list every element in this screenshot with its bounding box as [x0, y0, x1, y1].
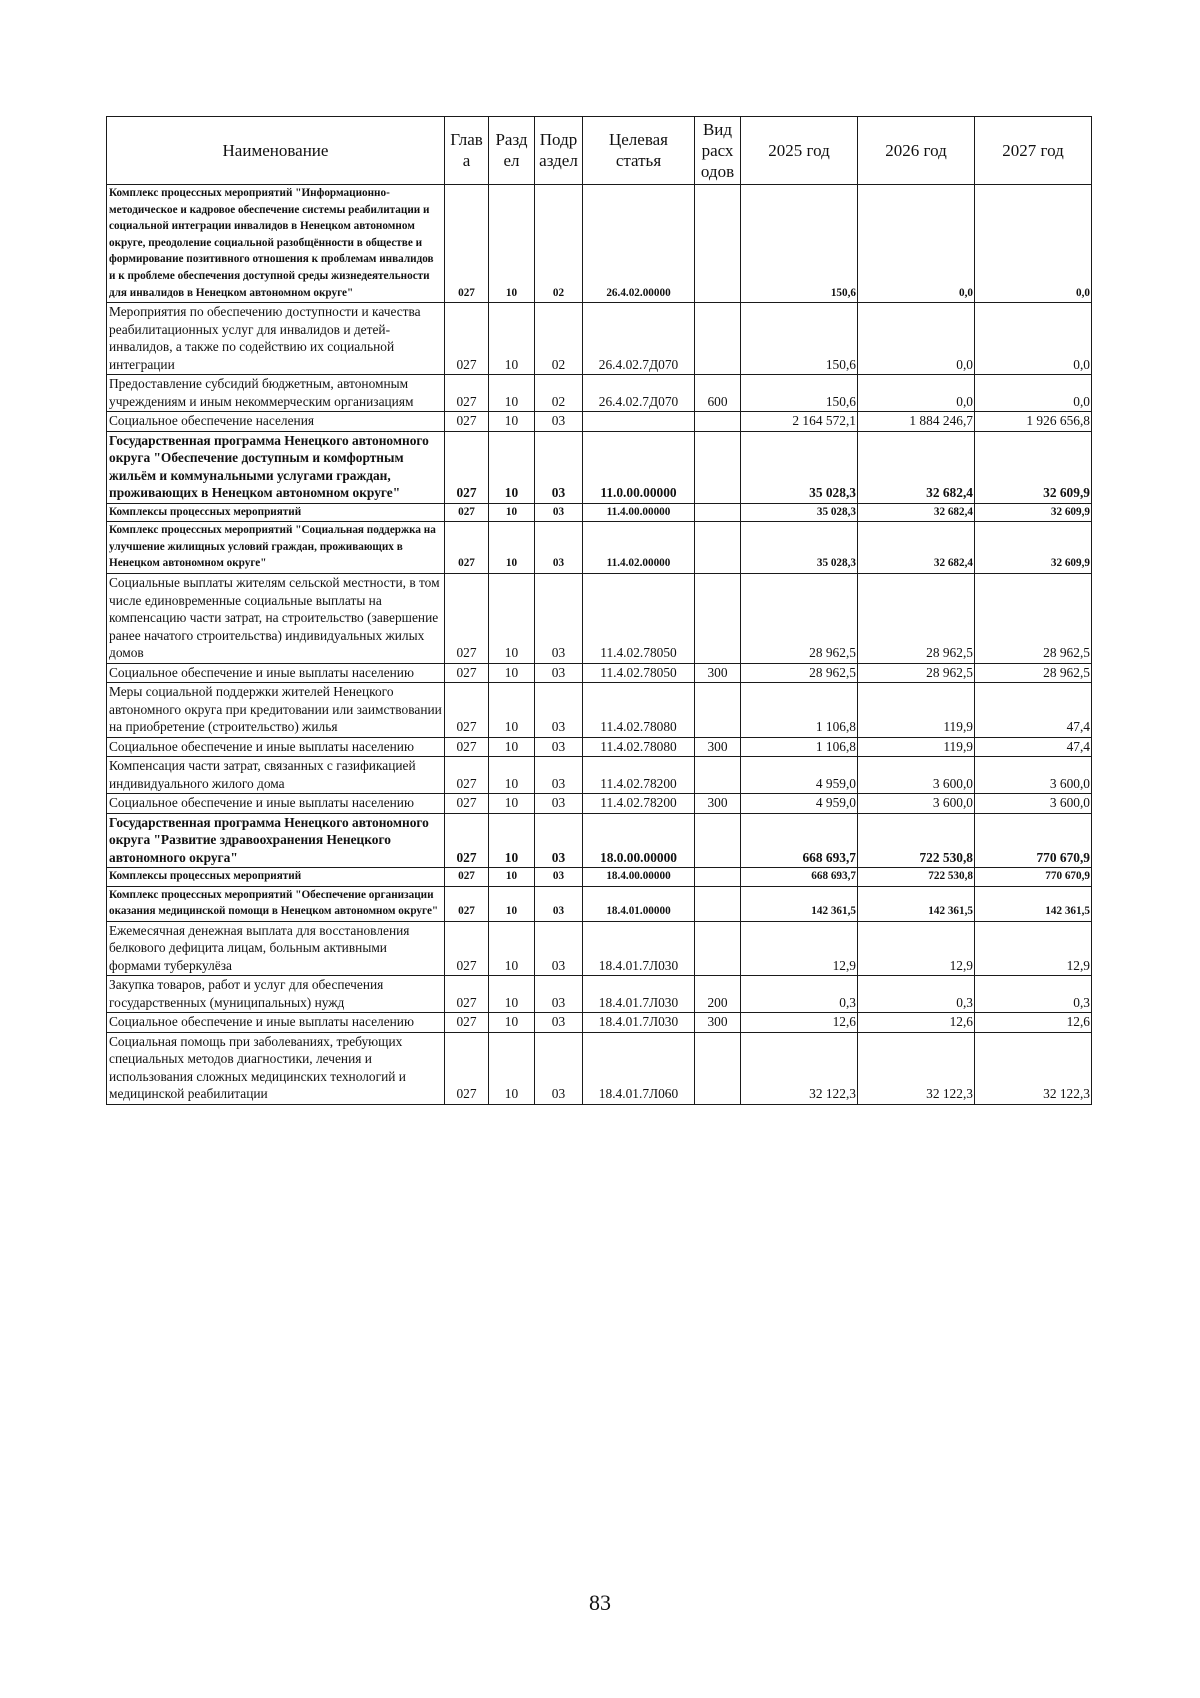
table-row	[107, 503, 1092, 522]
cell-name: Социальное обеспечение и иные выплаты населению	[107, 737, 445, 757]
cell-vid	[695, 1032, 741, 1104]
header-glava: Глав а	[445, 117, 489, 185]
cell-2027: 32 609,9	[975, 431, 1092, 503]
cell-name: Закупка товаров, работ и услуг для обеспечения государственных (муниципальных) нужд	[107, 976, 445, 1013]
cell-2027: 47,4	[975, 737, 1092, 757]
cell-2025: 4 959,0	[741, 757, 858, 794]
cell-name: Комплекс процессных мероприятий "Социальная поддержка на улучшение жилищных условий граждан, проживающих в Ненецком автономном округе"	[107, 522, 445, 574]
cell-razdel: 10	[489, 522, 535, 574]
cell-name: Социальная помощь при заболеваниях, требующих специальных методов диагностики, лечения и использования сложных медицинских технологий и медицинской реабилитации	[107, 1032, 445, 1104]
cell-podrazdel: 02	[535, 185, 583, 303]
cell-razdel: 10	[489, 757, 535, 794]
cell-statya: 26.4.02.00000	[583, 185, 695, 303]
cell-2027: 47,4	[975, 683, 1092, 738]
cell-statya: 11.4.02.78050	[583, 574, 695, 664]
cell-2027: 28 962,5	[975, 663, 1092, 683]
cell-glava: 027	[445, 663, 489, 683]
cell-2027: 28 962,5	[975, 574, 1092, 664]
cell-glava: 027	[445, 431, 489, 503]
cell-glava: 027	[445, 303, 489, 375]
table-row	[107, 522, 1092, 574]
header-statya: Целевая статья	[583, 117, 695, 185]
table-row	[107, 375, 1092, 412]
cell-vid	[695, 813, 741, 868]
cell-razdel: 10	[489, 185, 535, 303]
cell-glava: 027	[445, 375, 489, 412]
cell-vid: 300	[695, 737, 741, 757]
cell-statya: 11.4.02.78080	[583, 683, 695, 738]
cell-razdel: 10	[489, 794, 535, 814]
cell-podrazdel: 03	[535, 431, 583, 503]
cell-2025: 1 106,8	[741, 737, 858, 757]
cell-glava: 027	[445, 185, 489, 303]
page-number: 83	[589, 1590, 611, 1615]
cell-2026: 12,9	[858, 921, 975, 976]
cell-razdel: 10	[489, 683, 535, 738]
cell-name: Социальное обеспечение и иные выплаты населению	[107, 1013, 445, 1033]
cell-2025: 142 361,5	[741, 886, 858, 921]
cell-glava: 027	[445, 412, 489, 432]
cell-2025: 12,9	[741, 921, 858, 976]
cell-vid	[695, 683, 741, 738]
cell-2027: 1 926 656,8	[975, 412, 1092, 432]
cell-2025: 150,6	[741, 185, 858, 303]
cell-2027: 12,6	[975, 1013, 1092, 1033]
cell-podrazdel: 03	[535, 886, 583, 921]
cell-2026: 0,0	[858, 375, 975, 412]
cell-podrazdel: 03	[535, 921, 583, 976]
cell-podrazdel: 03	[535, 737, 583, 757]
cell-glava: 027	[445, 794, 489, 814]
cell-statya: 18.4.01.7Л060	[583, 1032, 695, 1104]
cell-2026: 32 122,3	[858, 1032, 975, 1104]
cell-vid	[695, 757, 741, 794]
cell-name: Мероприятия по обеспечению доступности и качества реабилитационных услуг для инвалидов и детей-инвалидов, а также по содействию их социальной интеграции	[107, 303, 445, 375]
cell-name: Компенсация части затрат, связанных с газификацией индивидуального жилого дома	[107, 757, 445, 794]
cell-statya: 11.4.02.78200	[583, 757, 695, 794]
cell-podrazdel: 03	[535, 813, 583, 868]
cell-glava: 027	[445, 1013, 489, 1033]
cell-statya: 11.0.00.00000	[583, 431, 695, 503]
cell-2027: 32 609,9	[975, 522, 1092, 574]
cell-vid	[695, 185, 741, 303]
cell-name: Комплексы процессных мероприятий	[107, 868, 445, 887]
cell-2026: 12,6	[858, 1013, 975, 1033]
cell-vid: 300	[695, 1013, 741, 1033]
cell-statya: 18.4.01.00000	[583, 886, 695, 921]
cell-statya: 26.4.02.7Д070	[583, 303, 695, 375]
cell-name: Социальное обеспечение и иные выплаты населению	[107, 663, 445, 683]
cell-vid	[695, 574, 741, 664]
cell-2026: 119,9	[858, 683, 975, 738]
cell-statya: 11.4.00.00000	[583, 503, 695, 522]
cell-razdel: 10	[489, 574, 535, 664]
table-row	[107, 574, 1092, 664]
cell-name: Государственная программа Ненецкого автономного округа "Развитие здравоохранения Ненецкого автономного округа"	[107, 813, 445, 868]
table-body	[107, 185, 1092, 1105]
cell-2026: 142 361,5	[858, 886, 975, 921]
cell-2026: 28 962,5	[858, 574, 975, 664]
cell-2025: 2 164 572,1	[741, 412, 858, 432]
cell-2026: 722 530,8	[858, 868, 975, 887]
cell-2027: 32 122,3	[975, 1032, 1092, 1104]
cell-vid: 600	[695, 375, 741, 412]
cell-podrazdel: 03	[535, 1013, 583, 1033]
cell-2025: 150,6	[741, 375, 858, 412]
cell-glava: 027	[445, 813, 489, 868]
cell-2026: 28 962,5	[858, 663, 975, 683]
header-vid: Вид расх одов	[695, 117, 741, 185]
cell-glava: 027	[445, 868, 489, 887]
cell-podrazdel: 03	[535, 757, 583, 794]
cell-razdel: 10	[489, 737, 535, 757]
cell-2025: 150,6	[741, 303, 858, 375]
cell-glava: 027	[445, 886, 489, 921]
cell-podrazdel: 02	[535, 303, 583, 375]
cell-vid	[695, 431, 741, 503]
cell-glava: 027	[445, 683, 489, 738]
cell-vid	[695, 886, 741, 921]
cell-vid	[695, 522, 741, 574]
cell-2025: 668 693,7	[741, 813, 858, 868]
cell-2025: 12,6	[741, 1013, 858, 1033]
cell-statya: 11.4.02.78080	[583, 737, 695, 757]
cell-podrazdel: 03	[535, 1032, 583, 1104]
cell-podrazdel: 03	[535, 976, 583, 1013]
cell-name: Государственная программа Ненецкого автономного округа "Обеспечение доступным и комфортным жильём и коммунальными услугами граждан, проживающих в Ненецком автономном округе"	[107, 431, 445, 503]
header-razdel: Разд ел	[489, 117, 535, 185]
cell-name: Предоставление субсидий бюджетным, автономным учреждениям и иным некоммерческим организациям	[107, 375, 445, 412]
cell-razdel: 10	[489, 412, 535, 432]
cell-statya: 26.4.02.7Д070	[583, 375, 695, 412]
cell-2025: 4 959,0	[741, 794, 858, 814]
header-2025: 2025 год	[741, 117, 858, 185]
cell-2025: 28 962,5	[741, 663, 858, 683]
table-row	[107, 1013, 1092, 1033]
cell-2027: 770 670,9	[975, 868, 1092, 887]
cell-vid	[695, 921, 741, 976]
cell-razdel: 10	[489, 976, 535, 1013]
cell-2027: 142 361,5	[975, 886, 1092, 921]
cell-podrazdel: 03	[535, 663, 583, 683]
cell-statya: 18.4.00.00000	[583, 868, 695, 887]
header-2027: 2027 год	[975, 117, 1092, 185]
table-row	[107, 683, 1092, 738]
cell-statya: 18.4.01.7Л030	[583, 921, 695, 976]
cell-razdel: 10	[489, 813, 535, 868]
cell-razdel: 10	[489, 503, 535, 522]
cell-2026: 1 884 246,7	[858, 412, 975, 432]
cell-vid	[695, 868, 741, 887]
cell-statya: 18.0.00.00000	[583, 813, 695, 868]
table-row	[107, 757, 1092, 794]
header-2026: 2026 год	[858, 117, 975, 185]
cell-statya: 18.4.01.7Л030	[583, 1013, 695, 1033]
cell-2026: 0,0	[858, 303, 975, 375]
table-row	[107, 663, 1092, 683]
table-row	[107, 1032, 1092, 1104]
cell-razdel: 10	[489, 921, 535, 976]
cell-2025: 28 962,5	[741, 574, 858, 664]
cell-podrazdel: 03	[535, 503, 583, 522]
cell-statya: 11.4.02.78200	[583, 794, 695, 814]
cell-2025: 1 106,8	[741, 683, 858, 738]
cell-name: Меры социальной поддержки жителей Ненецкого автономного округа при кредитовании или заимствовании на приобретение (строительство) жилья	[107, 683, 445, 738]
cell-podrazdel: 03	[535, 522, 583, 574]
cell-2025: 0,3	[741, 976, 858, 1013]
cell-glava: 027	[445, 503, 489, 522]
cell-glava: 027	[445, 1032, 489, 1104]
table-row	[107, 412, 1092, 432]
cell-2025: 668 693,7	[741, 868, 858, 887]
cell-glava: 027	[445, 757, 489, 794]
cell-2027: 3 600,0	[975, 757, 1092, 794]
cell-glava: 027	[445, 737, 489, 757]
cell-razdel: 10	[489, 1013, 535, 1033]
cell-2027: 0,0	[975, 375, 1092, 412]
cell-razdel: 10	[489, 1032, 535, 1104]
cell-2027: 0,3	[975, 976, 1092, 1013]
cell-podrazdel: 03	[535, 412, 583, 432]
cell-glava: 027	[445, 921, 489, 976]
table-row	[107, 737, 1092, 757]
cell-podrazdel: 03	[535, 683, 583, 738]
cell-glava: 027	[445, 574, 489, 664]
cell-vid	[695, 412, 741, 432]
cell-vid	[695, 303, 741, 375]
cell-statya: 11.4.02.00000	[583, 522, 695, 574]
cell-2025: 35 028,3	[741, 431, 858, 503]
cell-2027: 12,9	[975, 921, 1092, 976]
cell-2027: 0,0	[975, 303, 1092, 375]
cell-2025: 35 028,3	[741, 503, 858, 522]
cell-name: Ежемесячная денежная выплата для восстановления белкового дефицита лицам, больным активными формами туберкулёза	[107, 921, 445, 976]
cell-name: Комплексы процессных мероприятий	[107, 503, 445, 522]
cell-name: Комплекс процессных мероприятий "Информационно-методическое и кадровое обеспечение системы реабилитации и социальной интеграции инвалидов в Ненецком автономном округе, преодоление социальной разобщённости в обществе и формирование позитивного отношения к проблемам инвалидов и к проблеме обеспечения доступной среды жизнедеятельности для инвалидов в Ненецком автономном округе"	[107, 185, 445, 303]
cell-razdel: 10	[489, 868, 535, 887]
cell-vid	[695, 503, 741, 522]
table-row	[107, 794, 1092, 814]
cell-statya: 18.4.01.7Л030	[583, 976, 695, 1013]
cell-2026: 3 600,0	[858, 794, 975, 814]
cell-2027: 3 600,0	[975, 794, 1092, 814]
cell-2026: 32 682,4	[858, 522, 975, 574]
table-row	[107, 303, 1092, 375]
cell-2026: 0,3	[858, 976, 975, 1013]
header-podrazdel: Подр аздел	[535, 117, 583, 185]
table-row	[107, 886, 1092, 921]
cell-2026: 32 682,4	[858, 431, 975, 503]
cell-glava: 027	[445, 976, 489, 1013]
cell-2026: 722 530,8	[858, 813, 975, 868]
cell-name: Социальное обеспечение населения	[107, 412, 445, 432]
cell-podrazdel: 03	[535, 794, 583, 814]
cell-name: Социальное обеспечение и иные выплаты населению	[107, 794, 445, 814]
cell-razdel: 10	[489, 886, 535, 921]
table-row	[107, 813, 1092, 868]
cell-statya: 11.4.02.78050	[583, 663, 695, 683]
cell-2026: 119,9	[858, 737, 975, 757]
cell-2027: 770 670,9	[975, 813, 1092, 868]
cell-podrazdel: 03	[535, 574, 583, 664]
table-row	[107, 868, 1092, 887]
budget-table	[106, 116, 1092, 1105]
cell-razdel: 10	[489, 303, 535, 375]
cell-razdel: 10	[489, 663, 535, 683]
cell-razdel: 10	[489, 431, 535, 503]
table-row	[107, 976, 1092, 1013]
cell-glava: 027	[445, 522, 489, 574]
table-row	[107, 431, 1092, 503]
cell-2027: 0,0	[975, 185, 1092, 303]
cell-name: Комплекс процессных мероприятий "Обеспечение организации оказания медицинской помощи в Ненецком автономном округе"	[107, 886, 445, 921]
header-name: Наименование	[107, 117, 445, 185]
cell-2026: 32 682,4	[858, 503, 975, 522]
cell-vid: 300	[695, 794, 741, 814]
cell-statya	[583, 412, 695, 432]
cell-2025: 35 028,3	[741, 522, 858, 574]
cell-2026: 0,0	[858, 185, 975, 303]
table-row	[107, 185, 1092, 303]
cell-2026: 3 600,0	[858, 757, 975, 794]
cell-vid: 300	[695, 663, 741, 683]
cell-podrazdel: 02	[535, 375, 583, 412]
cell-name: Социальные выплаты жителям сельской местности, в том числе единовременные социальные выплаты на компенсацию части затрат, на строительство (завершение ранее начатого строительства) индивидуальных жилых домов	[107, 574, 445, 664]
cell-vid: 200	[695, 976, 741, 1013]
table-header-row	[107, 117, 1092, 185]
cell-2027: 32 609,9	[975, 503, 1092, 522]
cell-podrazdel: 03	[535, 868, 583, 887]
table-row	[107, 921, 1092, 976]
cell-razdel: 10	[489, 375, 535, 412]
cell-2025: 32 122,3	[741, 1032, 858, 1104]
